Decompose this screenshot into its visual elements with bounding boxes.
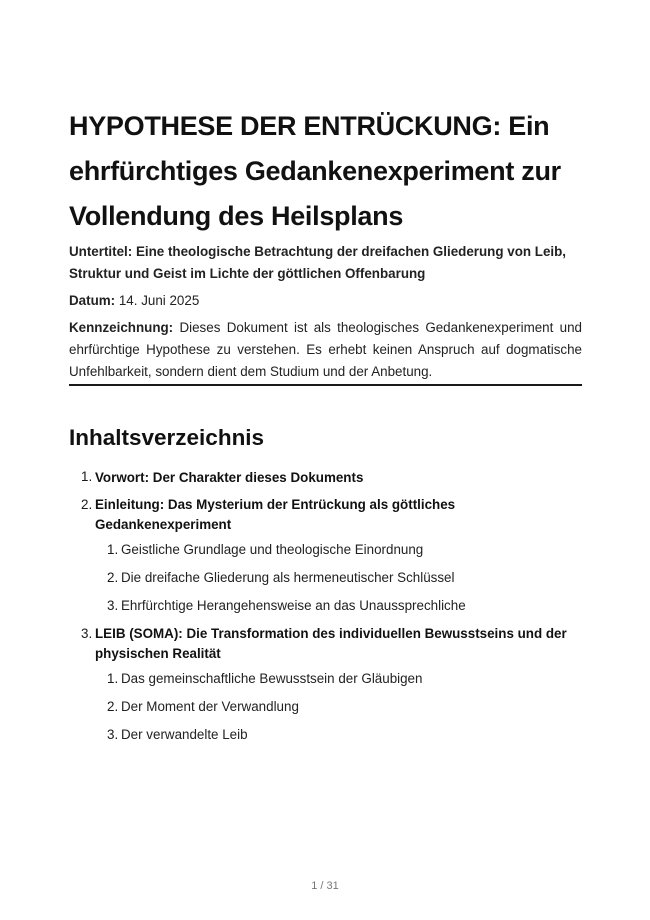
toc-item-number: 3. (81, 626, 93, 641)
date-value: 14. Juni 2025 (118, 293, 200, 308)
toc-sublist (95, 668, 582, 746)
toc-subitem-number: 2. (107, 570, 119, 585)
toc-subitem[interactable] (95, 595, 582, 617)
document-title: HYPOTHESE DER ENTRÜCKUNG: Ein ehrfürchtiges Gedankenexperiment zur Vollendung des Heilsplans (69, 111, 561, 231)
table-of-contents (69, 466, 582, 752)
note-text: Dieses Dokument ist als theologisches Gedankenexperiment und ehrfürchtige Hypothese zu verstehen. Es erhebt keinen Anspruch auf dogmatische Unfehlbarkeit, sondern dient dem Studium und der Anbetung. (69, 320, 582, 379)
toc-subitem[interactable] (95, 668, 582, 690)
subtitle-line (69, 241, 582, 285)
toc-subitem-label[interactable]: Der Moment der Verwandlung (121, 699, 299, 714)
toc-subitem-label[interactable]: Geistliche Grundlage und theologische Einordnung (121, 542, 424, 557)
toc-item-number: 1. (81, 469, 93, 484)
toc-subitem-number: 2. (107, 699, 119, 714)
toc-subitem[interactable] (95, 567, 582, 589)
toc-subitem-number: 3. (107, 727, 119, 742)
toc-item-label[interactable]: LEIB (SOMA): Die Transformation des individuellen Bewusstseins und der physischen Realität (95, 626, 567, 661)
toc-item-label[interactable]: Einleitung: Das Mysterium der Entrückung als göttliches Gedankenexperiment (95, 497, 456, 532)
toc-heading: Inhaltsverzeichnis (69, 425, 265, 450)
date-line (69, 290, 582, 312)
toc-subitem-number: 3. (107, 598, 119, 613)
toc-subitem-label[interactable]: Das gemeinschaftliche Bewusstsein der Gläubigen (121, 671, 423, 686)
toc-subitem-label[interactable]: Der verwandelte Leib (121, 727, 248, 742)
toc-item-number: 2. (81, 497, 93, 512)
toc-subitem[interactable] (95, 539, 582, 561)
subtitle-label: Untertitel: (69, 244, 133, 259)
document-page (69, 0, 582, 920)
toc-item-einleitung[interactable] (69, 494, 582, 617)
note-line (69, 317, 582, 383)
toc-subitem[interactable] (95, 696, 582, 718)
toc-subitem-number: 1. (107, 542, 119, 557)
divider (69, 384, 582, 386)
toc-subitem[interactable] (95, 724, 582, 746)
page-number: 1 / 31 (311, 880, 339, 892)
toc-item-vorwort[interactable] (69, 466, 582, 488)
toc-item-leib[interactable] (69, 623, 582, 746)
toc-item-label[interactable]: Vorwort: Der Charakter dieses Dokuments (95, 470, 364, 485)
date-label: Datum: (69, 293, 116, 308)
toc-sublist (95, 539, 582, 617)
toc-subitem-number: 1. (107, 671, 119, 686)
note-label: Kennzeichnung: (69, 320, 174, 335)
toc-subitem-label[interactable]: Die dreifache Gliederung als hermeneutischer Schlüssel (121, 570, 455, 585)
toc-subitem-label[interactable]: Ehrfürchtige Herangehensweise an das Unaussprechliche (121, 598, 466, 613)
subtitle-text: Eine theologische Betrachtung der dreifachen Gliederung von Leib, Struktur und Geist im Lichte der göttlichen Offenbarung (69, 244, 567, 281)
